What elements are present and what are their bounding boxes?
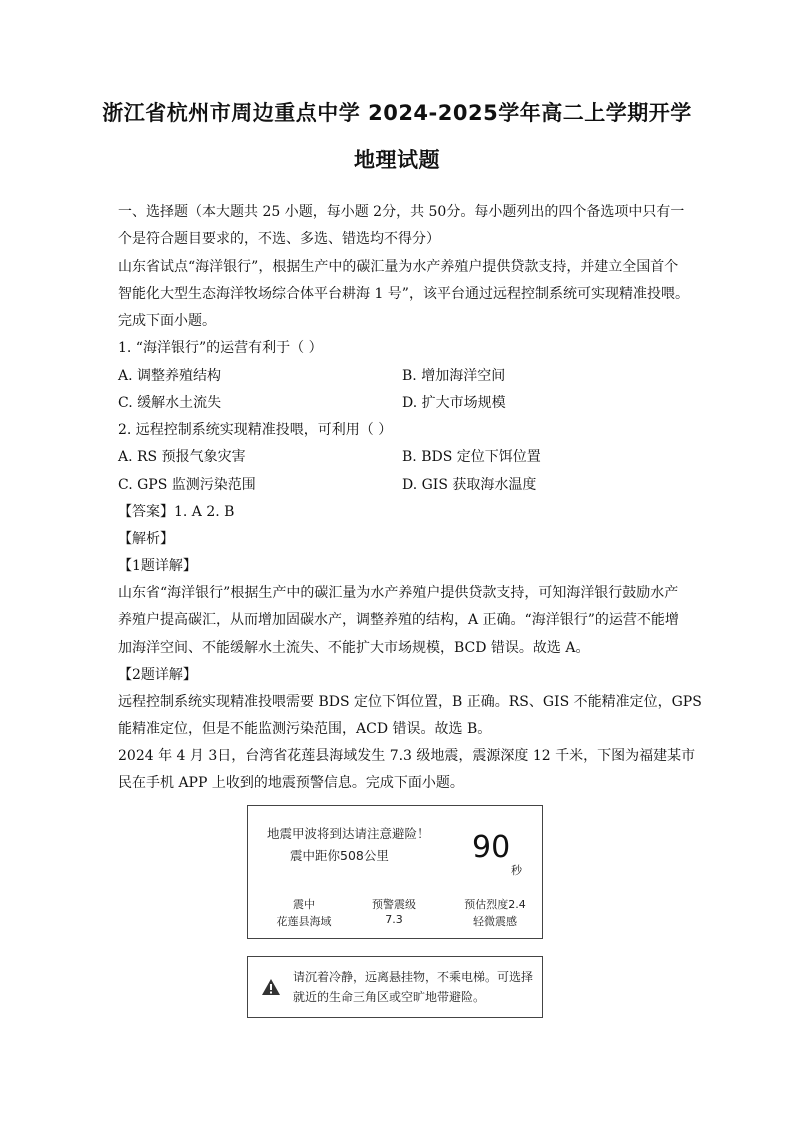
warning-triangle-icon	[261, 978, 281, 996]
passage-text: 智能化大型生态海洋牧场综合体平台耕海 1 号”，该平台通过远程控制系统可实现精准投喂。	[118, 286, 689, 302]
magnitude-value: 7.3	[385, 913, 403, 926]
option-d: D. 扩大市场规模	[402, 395, 506, 411]
epicenter-label: 震中	[293, 898, 315, 911]
alert-headline: 地震甲波将到达请注意避险！	[267, 826, 430, 841]
document-title: 浙江省杭州市周边重点中学 2024-2025学年高二上学期开学	[102, 101, 692, 125]
option-b: B. BDS 定位下饵位置	[402, 449, 541, 465]
intensity-label: 预估烈度2.4	[464, 898, 526, 911]
passage-text: 山东省试点“海洋银行”，根据生产中的碳汇量为水产养殖户提供贷款支持，并建立全国首个	[118, 259, 679, 275]
document-subtitle: 地理试题	[354, 148, 440, 172]
passage-text: 完成下面小题。	[118, 313, 216, 329]
detail-text: 能精准定位，但是不能监测污染范围，ACD 错误。故选 B。	[118, 721, 492, 737]
detail-text: 加海洋空间、不能缓解水土流失、不能扩大市场规模，BCD 错误。故选 A。	[118, 640, 590, 656]
detail-heading: 【2题详解】	[118, 667, 197, 683]
magnitude-label: 预警震级	[372, 898, 416, 911]
alert-distance: 震中距你508公里	[290, 848, 389, 863]
intensity-value: 轻微震感	[473, 915, 517, 928]
passage-text: 2024 年 4 月 3日，台湾省花莲县海域发生 7.3 级地震，震源深度 12 千米，下图为福建某市	[118, 748, 696, 764]
warning-text: 就近的生命三角区或空旷地带避险。	[293, 990, 486, 1004]
detail-heading: 【1题详解】	[118, 558, 197, 574]
question-stem: 2. 远程控制系统实现精准投喂，可利用（ ）	[118, 422, 393, 438]
option-a: A. 调整养殖结构	[118, 368, 222, 384]
option-b: B. 增加海洋空间	[402, 368, 506, 384]
alert-countdown: 90	[472, 830, 511, 865]
detail-text: 养殖户提高碳汇，从而增加固碳水产，调整养殖的结构，A 正确。“海洋银行”的运营不能增	[118, 612, 679, 628]
detail-text: 远程控制系统实现精准投喂需要 BDS 定位下饵位置，B 正确。RS、GIS 不能精准定位，GPS	[118, 694, 702, 710]
question-stem: 1. “海洋银行”的运营有利于（ ）	[118, 340, 323, 356]
earthquake-alert-card	[247, 805, 543, 939]
option-a: A. RS 预报气象灾害	[118, 449, 246, 465]
safety-warning-card	[247, 956, 543, 1018]
warning-text: 请沉着冷静，远离悬挂物，不乘电梯。可选择	[293, 970, 534, 984]
epicenter-value: 花莲县海域	[276, 915, 332, 928]
option-c: C. GPS 监测污染范围	[118, 477, 256, 493]
analysis-heading: 【解析】	[118, 531, 174, 547]
passage-text: 民在手机 APP 上收到的地震预警信息。完成下面小题。	[118, 775, 464, 791]
alert-countdown-unit: 秒	[511, 864, 522, 877]
option-d: D. GIS 获取海水温度	[402, 477, 537, 493]
section-intro: 一、选择题（本大题共 25 小题，每小题 2分，共 50分。每小题列出的四个备选项中只有一	[118, 204, 685, 220]
option-c: C. 缓解水土流失	[118, 395, 222, 411]
answer-line: 【答案】1. A 2. B	[118, 504, 235, 520]
section-intro: 个是符合题目要求的，不选、多选、错选均不得分）	[118, 231, 440, 247]
detail-text: 山东省“海洋银行”根据生产中的碳汇量为水产养殖户提供贷款支持，可知海洋银行鼓励水产	[118, 585, 679, 601]
